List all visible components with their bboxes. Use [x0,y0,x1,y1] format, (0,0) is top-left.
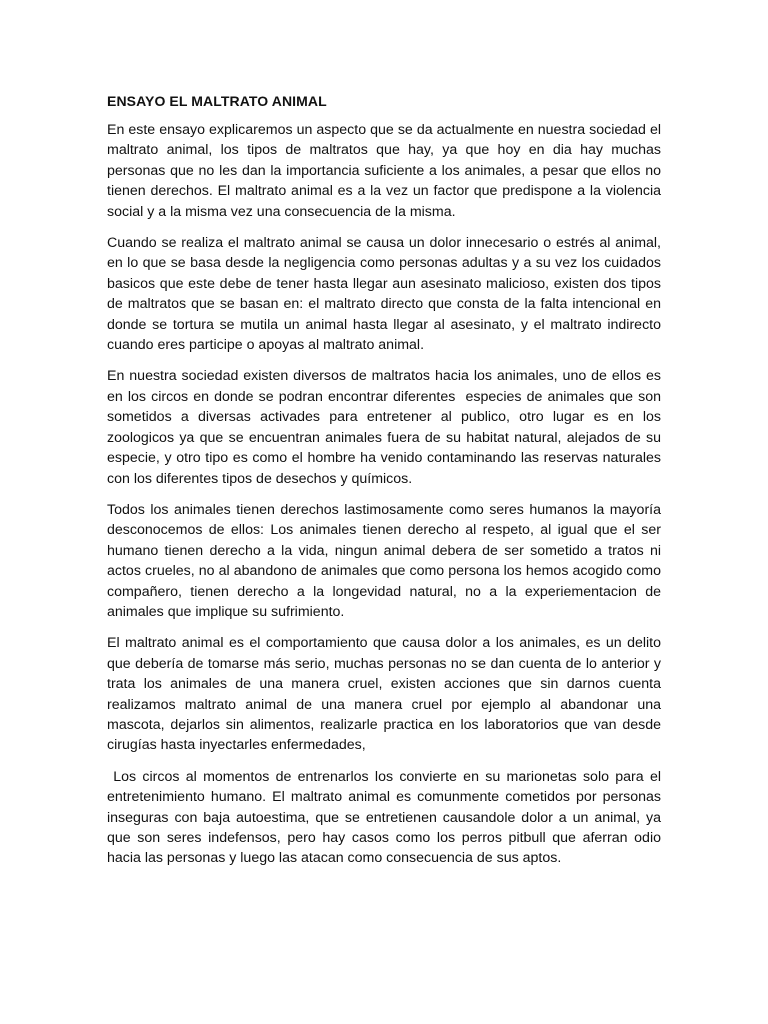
paragraph-5: El maltrato animal es el comportamiento que causa dolor a los animales, es un delito que debería de tomarse más serio, muchas personas no se dan cuenta de lo anterior y trata los animales de una manera cruel, existen acciones que sin darnos cuenta realizamos maltrato animal de una manera cruel por ejemplo al abandonar una mascota, dejarlos sin alimentos, realizarle practica en los laboratorios que van desde cirugías hasta inyectarles enfermedades, [107,635,665,754]
paragraph-1: En este ensayo explicaremos un aspecto que se da actualmente en nuestra sociedad el maltrato animal, los tipos de maltratos que hay, ya que hoy en dia hay muchas personas que no les dan la importancia suficiente a los animales, a pesar que ellos no tienen derechos. El maltrato animal es a la vez un factor que predispone a la violencia social y a la misma vez una consecuencia de la misma. [107,122,665,220]
document-title: ENSAYO EL MALTRATO ANIMAL [107,93,327,109]
paragraph-2: Cuando se realiza el maltrato animal se causa un dolor innecesario o estrés al animal, en lo que se basa desde la negligencia como personas adultas y a su vez los cuidados basicos que este debe de tener hasta llegar aun asesinato malicioso, existen dos tipos de maltratos que se basan en: el maltrato directo que consta de la falta intencional en donde se tortura se mutila un animal hasta llegar al asesinato, y el maltrato indirecto cuando eres participe o apoyas al maltrato animal. [107,235,665,354]
paragraph-6: Los circos al momentos de entrenarlos los convierte en su marionetas solo para el entretenimiento humano. El maltrato animal es comunmente cometidos por personas inseguras con baja autoestima, que se entretienen causandole dolor a un animal, ya que son seres indefensos, pero hay casos como los perros pitbull que aferran odio hacia las personas y luego las atacan como consecuencia de sus aptos. [107,768,665,867]
paragraph-4: Todos los animales tienen derechos lastimosamente como seres humanos la mayoría desconocemos de ellos: Los animales tienen derecho al respeto, al igual que el ser humano tienen derecho a la vida, ningun animal debera de ser sometido a tratos ni actos crueles, no al abandono de animales que como persona los hemos acogido como compañero, tienen derecho a la longevidad natural, no a la experiementacion de animales que implique su sufrimiento. [107,501,665,620]
document-page [107,92,665,880]
paragraph-3: En nuestra sociedad existen diversos de maltratos hacia los animales, uno de ellos es en los circos en donde se podran encontrar diferentes especies de animales que son sometidos a diversas activades para entretener al publico, otro lugar es en los zoologicos ya que se encuentran animales fuera de su habitat natural, alejados de su especie, y otro tipo es como el hombre ha venido contaminando las reservas naturales con los diferentes tipos de desechos y químicos. [107,368,665,487]
